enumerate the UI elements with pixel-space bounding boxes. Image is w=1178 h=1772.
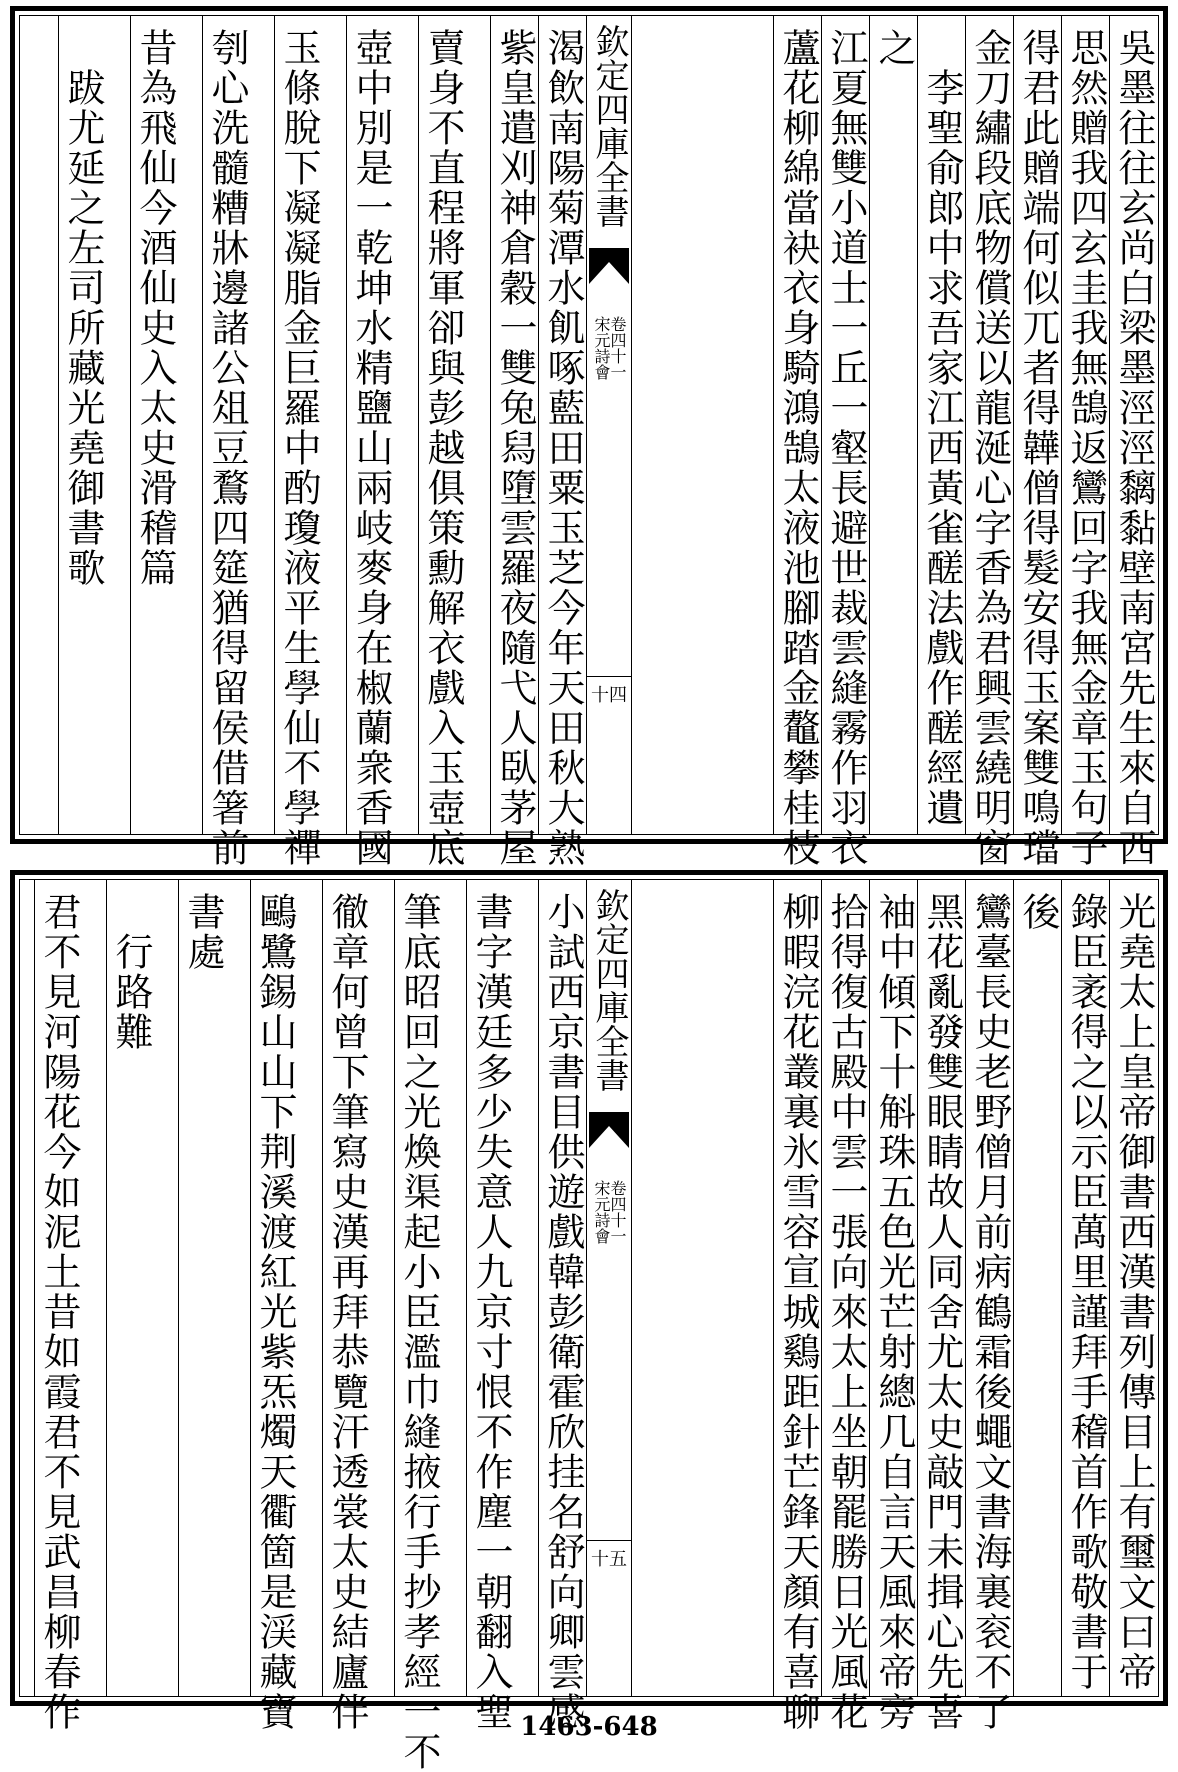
top-page-frame bbox=[19, 15, 1159, 868]
center-margin bbox=[586, 880, 632, 1696]
source-label: 宋元詩會 bbox=[592, 1180, 611, 1244]
text-column: 君不見河陽花今如泥土昔如霞君不見武昌柳春作 bbox=[34, 880, 83, 1696]
top-page bbox=[10, 6, 1168, 868]
text-column: 思然贈我四玄圭我無鵠返鸞回字我無金章玉句子 bbox=[1061, 16, 1110, 834]
text-column: 筆底昭回之光煥渠起小臣濫巾縫掖行手抄孝經一不 bbox=[394, 880, 443, 1696]
page-code: 1463-648 bbox=[520, 1712, 658, 1742]
text-column: 柳暇浣花叢裏氷雪容宣城鷄距針芒鋒天顏有喜聊 bbox=[773, 880, 822, 1696]
page-number: 十五 bbox=[587, 1540, 631, 1571]
page-number: 十四 bbox=[587, 676, 631, 707]
text-column: 之 bbox=[869, 16, 918, 834]
text-column: 書字漢廷多少失意人九京寸恨不作塵一朝翻入聖 bbox=[466, 880, 515, 1696]
text-column: 袖中傾下十斛珠五色光芒射總几自言天風來帝旁 bbox=[869, 880, 918, 1696]
text-column: 鷗鷺錫山山下荆溪渡紅光紫炁燭天衢箇是渓藏寶 bbox=[250, 880, 299, 1696]
text-column: 小試西京書目供遊戲韓彭衛霍欣挂名舒向卿雲感 bbox=[538, 880, 587, 1696]
text-column: 跋尤延之左司所藏光堯御書歌 bbox=[58, 16, 107, 834]
book-title: 欽定四庫全書 bbox=[589, 24, 629, 228]
text-column: 渴飲南陽菊潭水飢啄藍田粟玉芝今年天田秋大熟 bbox=[538, 16, 587, 834]
text-column: 書處 bbox=[178, 880, 227, 1696]
text-column: 後 bbox=[1013, 880, 1062, 1696]
text-column: 紫皇遣刈神倉穀一雙兔舄墮雲羅夜隨弋人臥茅屋 bbox=[490, 16, 539, 834]
text-column: 賣身不直程將軍卻與彭越俱策勳解衣戲入玉壺底 bbox=[418, 16, 467, 834]
text-column: 黑花亂發雙眼睛故人同舍尤太史敲門未揖心先喜 bbox=[917, 880, 966, 1696]
text-column: 蘆花柳綿當袂衣身騎鴻鵠太液池腳踏金鼇攀桂枝 bbox=[773, 16, 822, 834]
center-margin bbox=[586, 16, 632, 834]
fish-tail-icon bbox=[589, 248, 629, 284]
text-column: 拾得復古殿中雲一張向來太上坐朝罷勝日光風花 bbox=[821, 880, 870, 1696]
fish-tail-icon bbox=[589, 1112, 629, 1148]
text-column: 昔為飛仙今酒仙史入太史滑稽篇 bbox=[130, 16, 179, 834]
text-column: 徹章何曾下筆寫史漢再拜恭覽汗透裳太史結廬伴 bbox=[322, 880, 371, 1696]
text-column: 吳墨往往玄尚白梁墨涇涇黐黏壁南宮先生來自西 bbox=[1109, 16, 1158, 834]
text-column: 壺中別是一乾坤水精鹽山兩岐麥身在椒蘭衆香國 bbox=[346, 16, 395, 834]
text-column: 鸞臺長史老野僧月前病鶴霜後蠅文書海裏衮不了 bbox=[965, 880, 1014, 1696]
volume-label: 卷四十一 bbox=[608, 316, 627, 380]
volume-label: 卷四十一 bbox=[608, 1180, 627, 1244]
book-title: 欽定四庫全書 bbox=[589, 888, 629, 1092]
text-column: 光堯太上皇帝御書西漢書列傳目上有璽文曰帝 bbox=[1109, 880, 1158, 1696]
text-column: 得君此贈端何似兀者得韡僧得髮安得玉案雙鳴璫 bbox=[1013, 16, 1062, 834]
text-column: 江夏無雙小道士一丘一壑長避世裁雲縫霧作羽衣 bbox=[821, 16, 870, 834]
text-column: 錄臣袤得之以示臣萬里謹拜手稽首作歌敬書于 bbox=[1061, 880, 1110, 1696]
text-column: 金刀繡段底物償送以龍涎心字香為君興雲繞明窗 bbox=[965, 16, 1014, 834]
text-column: 玉條脫下凝凝脂金巨羅中酌瓊液平生學仙不學禪 bbox=[274, 16, 323, 834]
text-column: 李聖俞郎中求吾家江西黃雀醝法戲作醝經遺 bbox=[917, 16, 966, 834]
source-label: 宋元詩會 bbox=[592, 316, 611, 380]
text-column: 行路難 bbox=[106, 880, 155, 1696]
text-column: 刳心洗髓糟牀邊諸公俎豆鶩四筵猶得留侯借箸前 bbox=[202, 16, 251, 834]
